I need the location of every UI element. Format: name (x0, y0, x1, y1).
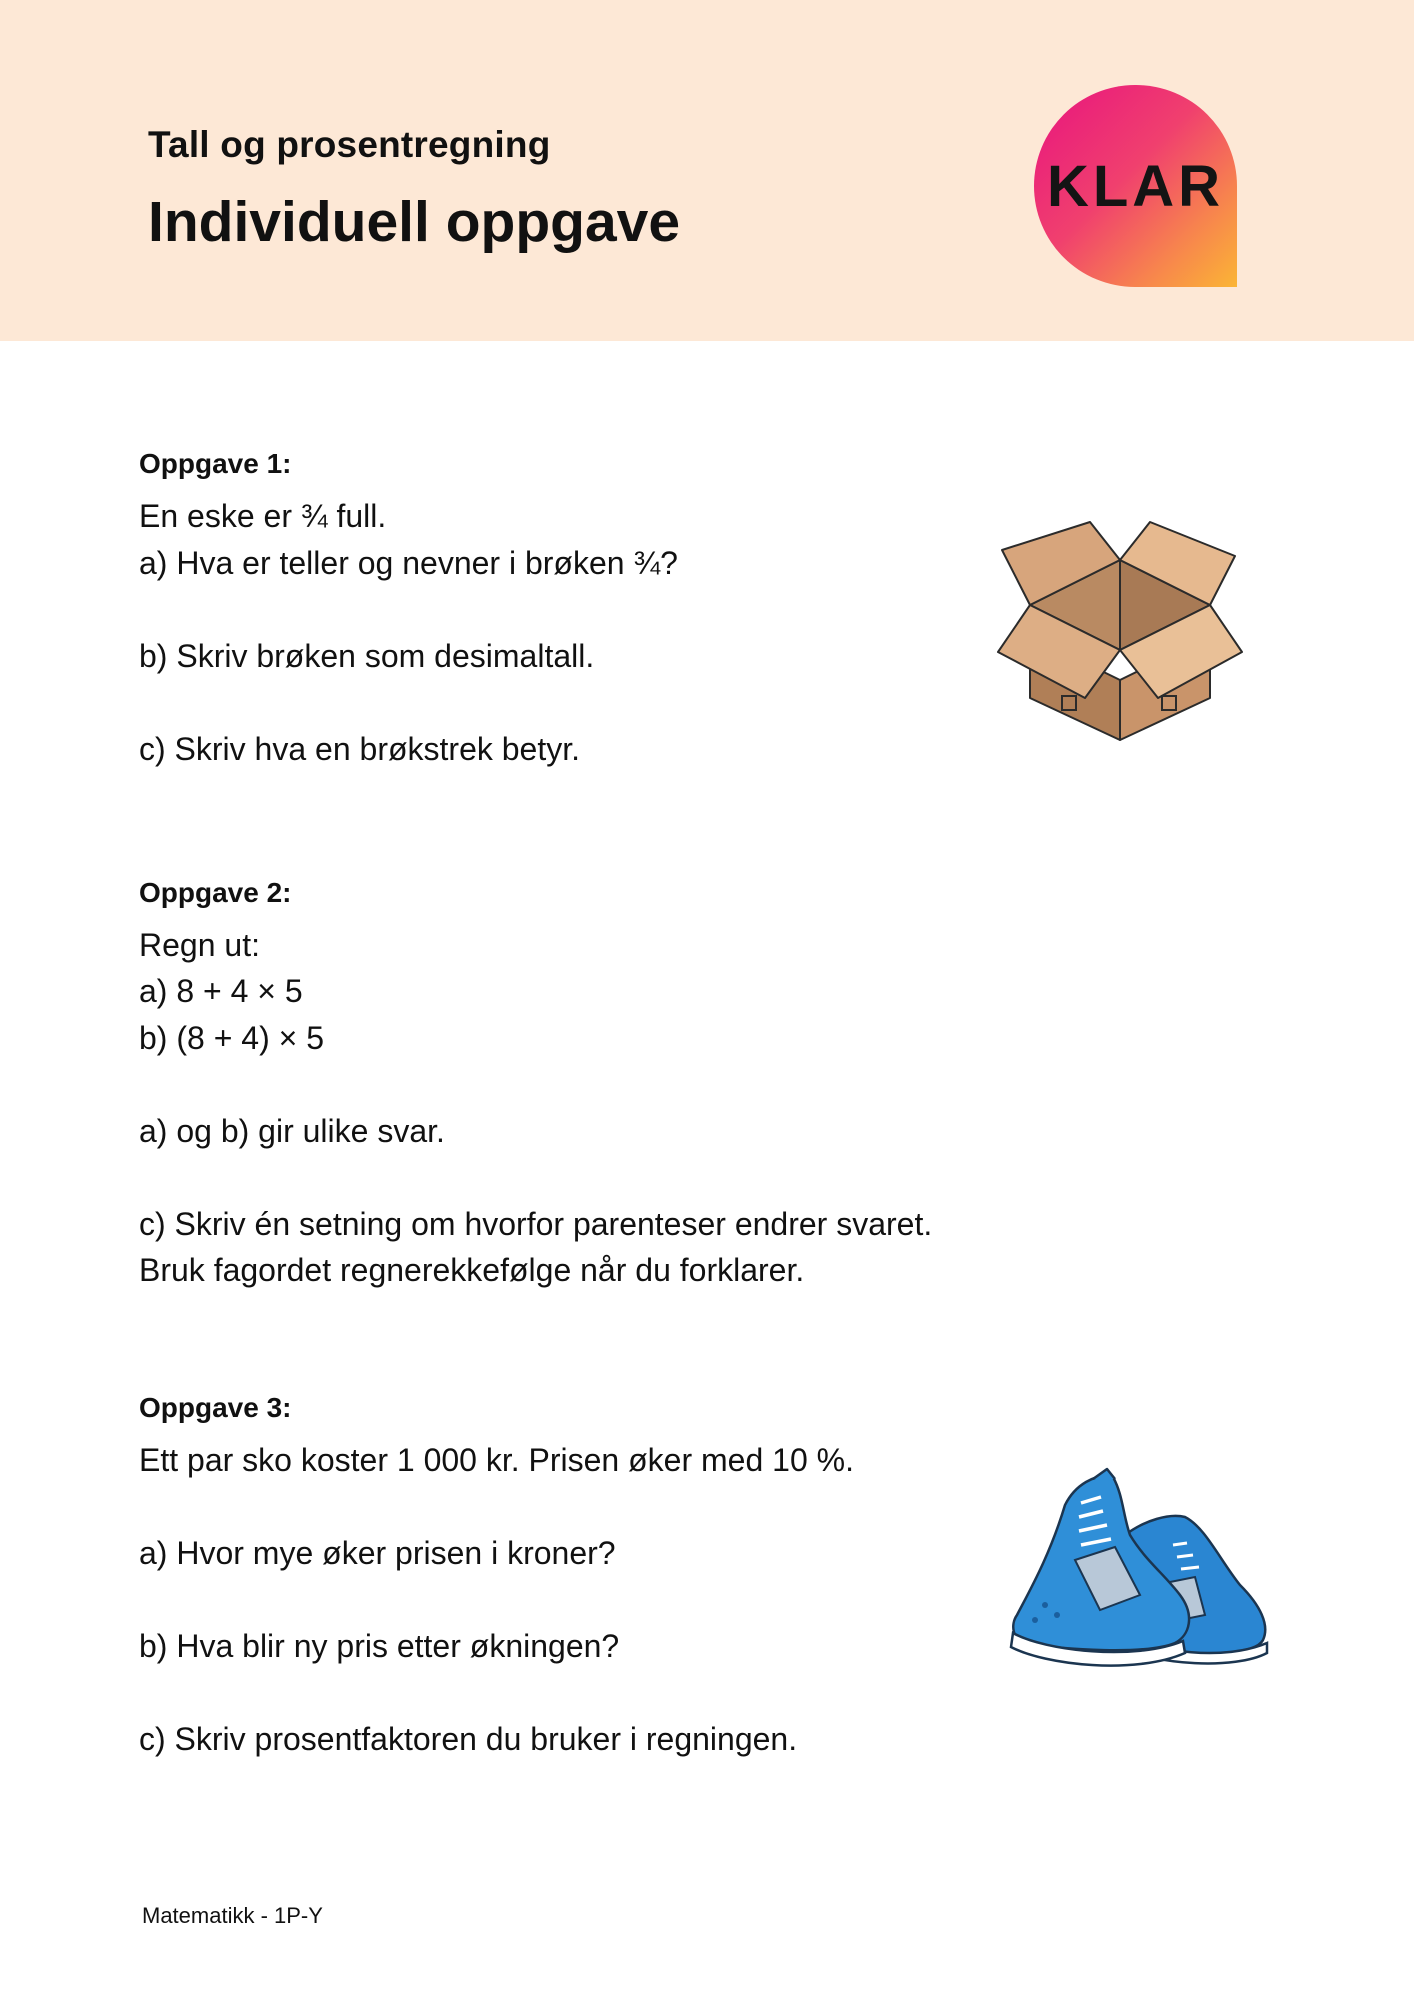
klar-logo (1034, 85, 1237, 287)
task-1-heading: Oppgave 1: (139, 448, 292, 479)
task-3-heading: Oppgave 3: (139, 1392, 292, 1423)
task-1-line: a) Hva er teller og nevner i brøken ¾? (139, 545, 678, 581)
task-2-line: c) Skriv én setning om hvorfor parenteser endrer svaret. (139, 1206, 933, 1242)
task-1-line: b) Skriv brøken som desimaltall. (139, 638, 595, 674)
task-2-line: a) 8 + 4 × 5 (139, 973, 303, 1009)
task-2-line: Regn ut: (139, 927, 260, 963)
worksheet-subtitle: Tall og prosentregning (148, 124, 551, 165)
task-1-line: c) Skriv hva en brøkstrek betyr. (139, 731, 581, 767)
task-2-line: a) og b) gir ulike svar. (139, 1113, 445, 1149)
worksheet-title: Individuell oppgave (148, 190, 681, 254)
task-2-heading: Oppgave 2: (139, 877, 292, 908)
task-1-line: En eske er ¾ full. (139, 498, 387, 534)
sneakers-icon (1005, 1465, 1275, 1695)
task-3-line: a) Hvor mye øker prisen i kroner? (139, 1535, 616, 1571)
task-3-line: c) Skriv prosentfaktoren du bruker i regningen. (139, 1721, 798, 1757)
task-2-line: Bruk fagordet regnerekkefølge når du forklarer. (139, 1252, 805, 1288)
logo-text: KLAR (1046, 153, 1225, 219)
task-2-line: b) (8 + 4) × 5 (139, 1020, 324, 1056)
task-3-line: b) Hva blir ny pris etter økningen? (139, 1628, 620, 1664)
cardboard-box-icon (990, 520, 1250, 745)
header-banner (0, 0, 1414, 341)
footer-course-label: Matematikk - 1P-Y (142, 1903, 323, 1928)
task-3-line: Ett par sko koster 1 000 kr. Prisen øker med 10 %. (139, 1442, 854, 1478)
